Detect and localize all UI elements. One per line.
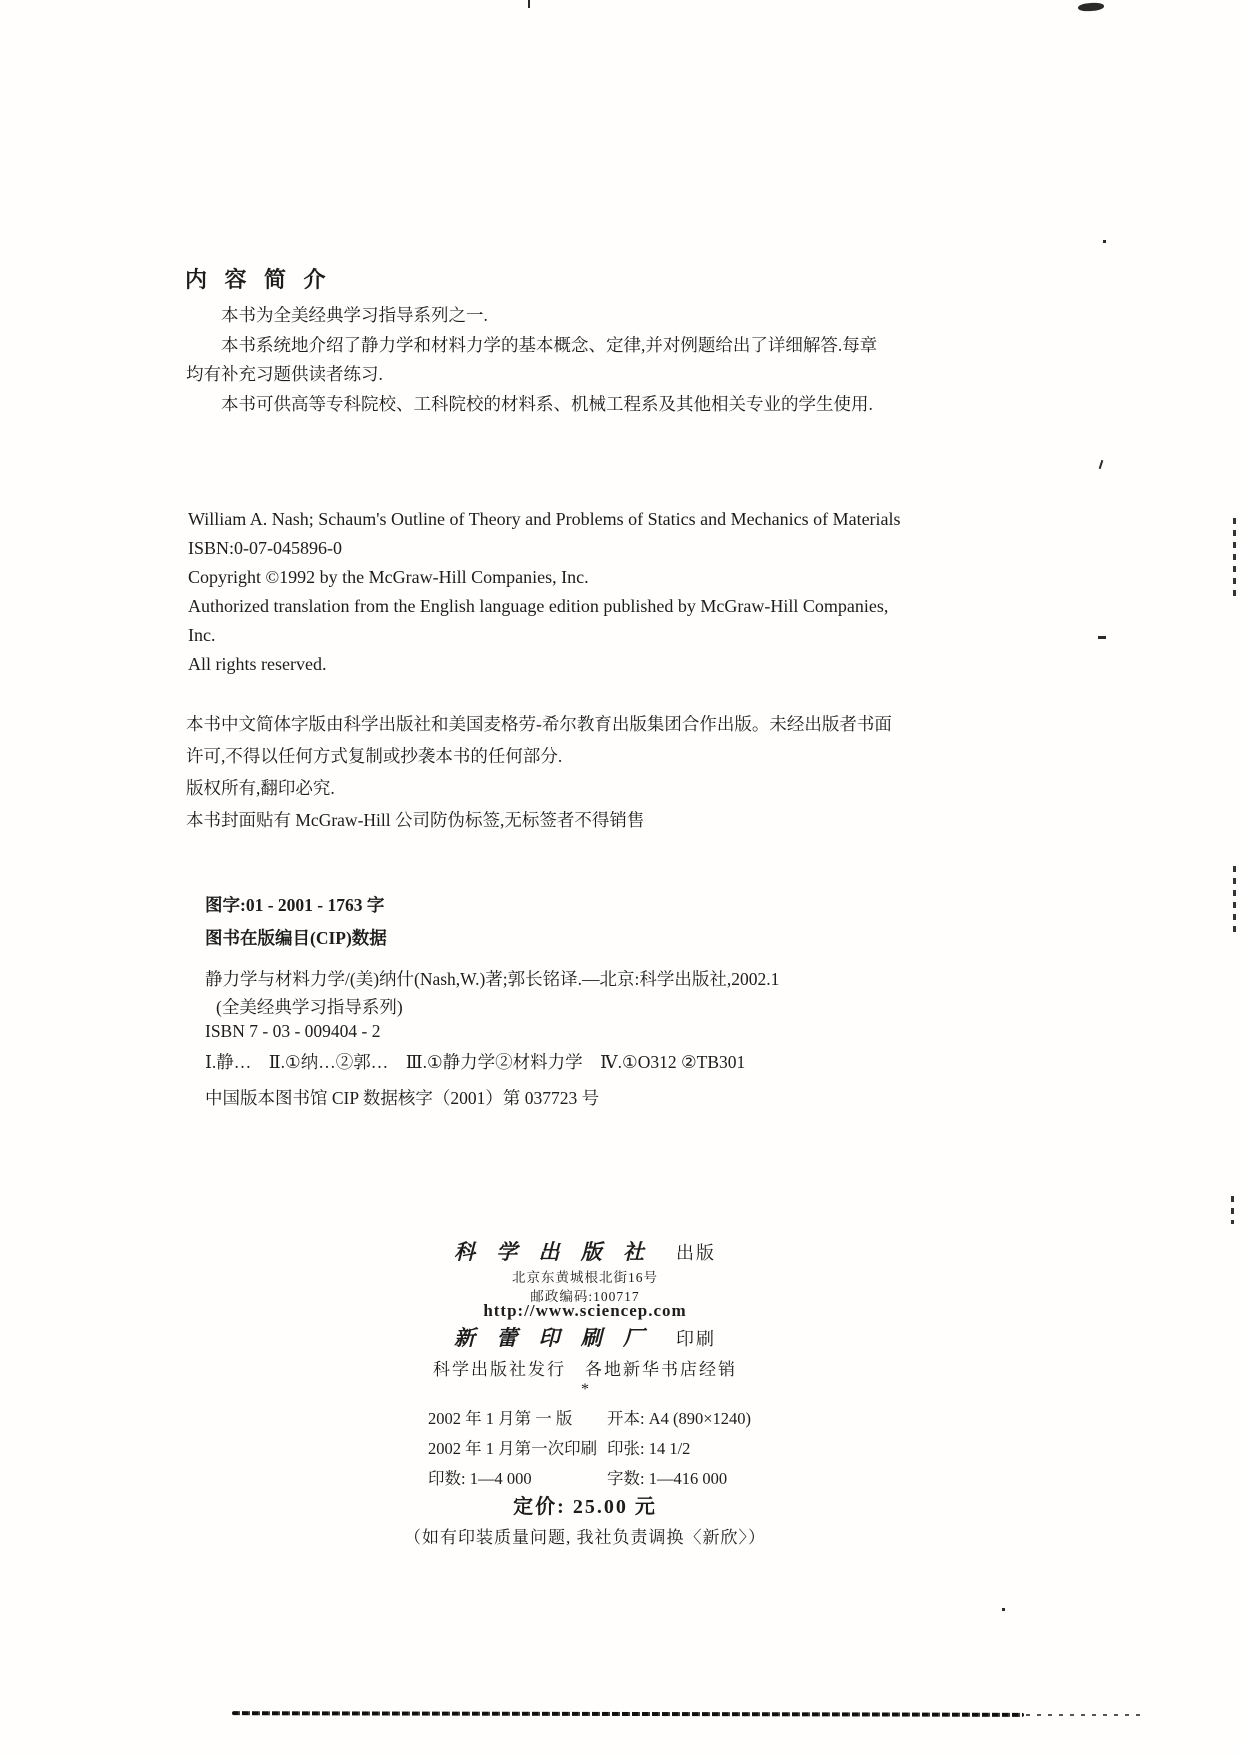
scan-artifact-top-tick	[528, 0, 530, 8]
format-line: 开本: A4 (890×1240)	[607, 1409, 752, 1428]
anticounterfeit-label-note: 本书封面贴有 McGraw-Hill 公司防伪标签,无标签者不得销售	[186, 810, 645, 830]
all-rights-notice: 版权所有,翻印必究.	[186, 778, 335, 798]
source-isbn-line: ISBN:0-07-045896-0	[188, 538, 342, 558]
rights-reserved-line: All rights reserved.	[188, 654, 327, 674]
scan-artifact-mark	[1099, 460, 1104, 469]
cip-series: (全美经典学习指导系列)	[216, 997, 403, 1017]
publisher-role-label: 出版	[676, 1243, 716, 1263]
cooperation-paragraph: 本书中文简体字版由科学出版社和美国麦格劳-希尔教育出版集团合作出版。未经出版者书面许可,不得以任何方式复制或抄袭本书的任何部分.	[186, 714, 892, 766]
edition-date-line: 2002 年 1 月第 一 版	[428, 1409, 573, 1428]
summary-paragraph: 本书为全美经典学习指导系列之一.	[221, 305, 488, 325]
book-registration-number: 图字:01 - 2001 - 1763 字	[205, 895, 385, 915]
scan-artifact-top-right-smudge	[1078, 2, 1104, 12]
scan-artifact-bottom-rule	[232, 1711, 1024, 1717]
publisher-line	[240, 1236, 930, 1266]
print-run-line: 印数: 1—4 000	[428, 1469, 532, 1488]
chinese-copyright-block	[186, 708, 892, 836]
publisher-address: 北京东黄城根北街16号	[512, 1270, 658, 1285]
source-title-line: William A. Nash; Schaum's Outline of Theory and Problems of Statics and Mechanics of Materials	[188, 509, 901, 529]
printer-role-label: 印刷	[676, 1329, 716, 1349]
scan-artifact-dash	[1098, 636, 1106, 639]
summary-paragraphs	[186, 301, 892, 419]
scan-artifact-edge-dashes	[1231, 1196, 1234, 1224]
copyright-line: Copyright ©1992 by the McGraw-Hill Companies, Inc.	[188, 567, 589, 587]
cip-record-number: 中国版本图书馆 CIP 数据核字（2001）第 037723 号	[205, 1088, 600, 1108]
cip-entry: 静力学与材料力学/(美)纳什(Nash,W.)著;郭长铭译.—北京:科学出版社,2002.1	[205, 969, 780, 989]
printing-date-line: 2002 年 1 月第一次印刷	[428, 1439, 598, 1458]
english-copyright-block	[188, 505, 1088, 679]
distribution-line: 科学出版社发行 各地新华书店经销	[433, 1360, 737, 1379]
printer-line	[240, 1322, 930, 1352]
quality-exchange-note: （如有印装质量问题, 我社负责调换〈新欣〉）	[404, 1528, 766, 1547]
publisher-postcode: 邮政编码:100717	[530, 1289, 640, 1304]
cip-isbn: ISBN 7 - 03 - 009404 - 2	[205, 1021, 381, 1041]
publisher-logotype: 科 学 出 版 社	[454, 1240, 652, 1264]
scan-artifact-edge-dashes	[1233, 518, 1236, 602]
edition-left-column	[428, 1404, 597, 1494]
summary-paragraph: 本书系统地介绍了静力学和材料力学的基本概念、定律,并对例题给出了详细解答.每章均有补充习题供读者练习.	[186, 334, 878, 384]
edition-right-column	[607, 1404, 751, 1494]
printer-logotype: 新 蕾 印 刷 厂	[454, 1326, 652, 1350]
publisher-website: http://www.sciencep.com	[483, 1301, 687, 1320]
price-line: 定价: 25.00 元	[513, 1496, 657, 1518]
summary-paragraph: 本书可供高等专科院校、工科院校的材料系、机械工程系及其他相关专业的学生使用.	[221, 393, 873, 414]
scan-artifact-edge-dashes	[1233, 866, 1236, 938]
cip-heading: 图书在版编目(CIP)数据	[205, 928, 387, 948]
sheets-line: 印张: 14 1/2	[607, 1439, 691, 1458]
summary-title: 内 容 简 介	[185, 267, 332, 292]
authorized-translation-line-2: Inc.	[188, 625, 216, 645]
cip-classification: Ⅰ.静… Ⅱ.①纳…②郭… Ⅲ.①静力学②材料力学 Ⅳ.①O312 ②TB301	[205, 1052, 746, 1072]
word-count-line: 字数: 1—416 000	[607, 1469, 728, 1488]
separator-asterisk: *	[581, 1381, 589, 1398]
scan-artifact-dot	[1002, 1608, 1005, 1611]
scan-artifact-dot	[1103, 240, 1106, 243]
authorized-translation-line: Authorized translation from the English language edition published by McGraw-Hill Companies,	[188, 596, 889, 616]
scan-artifact-bottom-rule-tail	[1026, 1714, 1146, 1716]
